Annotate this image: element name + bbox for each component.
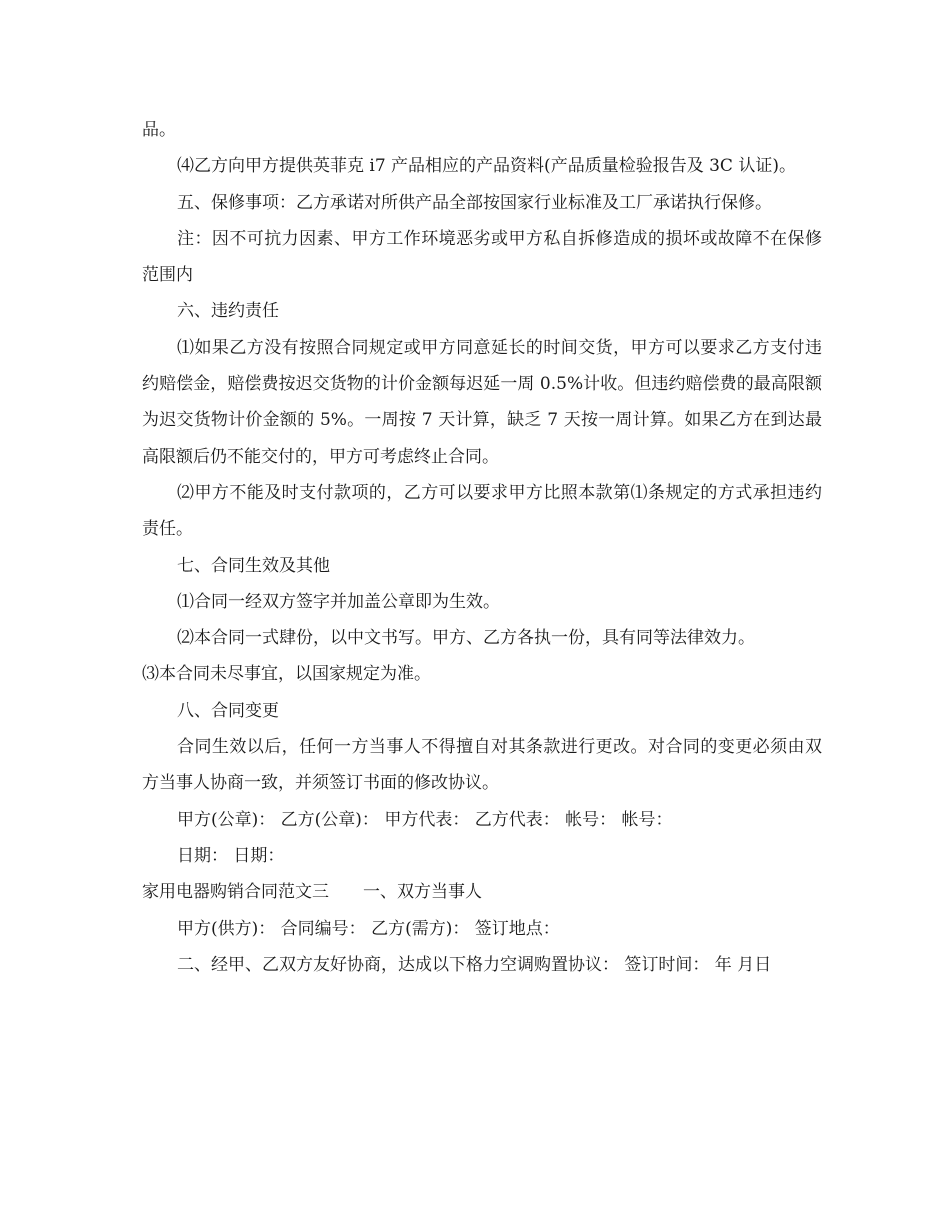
signature-fields: 甲方(公章)： 乙方(公章)： 甲方代表： 乙方代表： 帐号： 帐号： [177,809,673,830]
paragraph-note: 注：因不可抗力因素、甲方工作环境恶劣或甲方私自拆修造成的损坏或故障不在保修范围内 [142,228,822,286]
section-heading-amendment: 八、合同变更 [177,700,279,721]
section-heading-liability: 六、违约责任 [177,301,279,322]
paragraph: ⑶本合同未尽事宜，以国家规定为准。 [142,664,431,685]
paragraph: ⑵本合同一式肆份，以中文书写。甲方、乙方各执一份，具有同等法律效力。 [177,628,755,649]
document-body [142,112,822,983]
paragraph: 二、经甲、乙双方友好协商，达成以下格力空调购置协议： 签订时间： 年 月日 [177,954,772,975]
paragraph: 合同生效以后，任何一方当事人不得擅自对其条款进行更改。对合同的变更必须由双方当事人协商一致，并须签订书面的修改协议。 [142,737,822,794]
section-heading-effectiveness: 七、合同生效及其他 [177,555,330,576]
paragraph: ⑴合同一经双方签字并加盖公章即为生效。 [177,591,500,612]
paragraph: ⑴如果乙方没有按照合同规定或甲方同意延长的时间交货，甲方可以要求乙方支付违约赔偿金，赔偿费按迟交货物的计价金额每迟延一周 0.5%计收。但违约赔偿费的最高限额为迟交货物计价金额的 5%。一周按 7 天计算，缺乏 7 天按一周计算。如果乙方在到达最高限额后仍不能交付的，甲方可考虑终止合同。 [142,337,822,467]
section-title-left: 家用电器购销合同范文三 [142,882,329,903]
paragraph: ⑵甲方不能及时支付款项的，乙方可以要求甲方比照本款第⑴条规定的方式承担违约责任。 [142,482,822,540]
section-title [142,874,822,910]
section-heading-warranty: 五、保修事项：乙方承诺对所供产品全部按国家行业标准及工厂承诺执行保修。 [177,192,772,213]
party-fields: 甲方(供方)： 合同编号： 乙方(需方)： 签订地点： [177,918,560,939]
date-fields: 日期： 日期： [177,845,285,866]
paragraph: ⑷乙方向甲方提供英菲克 i7 产品相应的产品资料(产品质量检验报告及 3C 认证)。 [177,156,796,177]
paragraph: 品。 [142,120,176,140]
section-title-right: 一、双方当事人 [363,882,482,903]
